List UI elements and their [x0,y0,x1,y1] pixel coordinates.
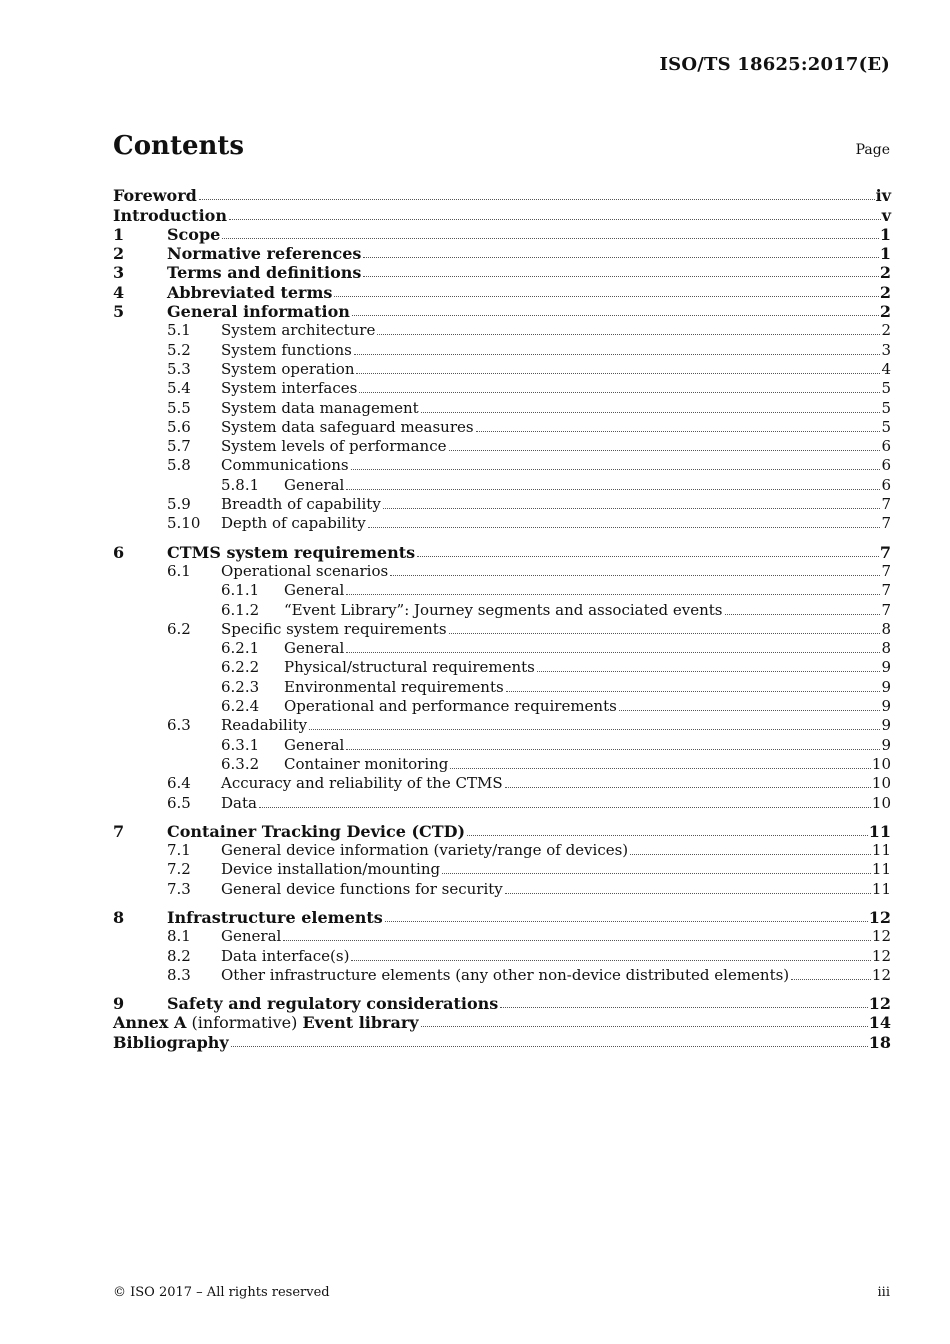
toc-entry-page: 12 [871,927,891,946]
toc-entry[interactable] [113,1012,891,1031]
toc-entry-page: 6 [881,475,891,494]
toc-entry[interactable] [113,580,891,599]
toc-entry[interactable] [113,821,891,840]
toc-entry-title: General [221,927,282,946]
toc-entry-page: 7 [879,542,891,562]
toc-entry-page: 11 [868,821,891,841]
toc-entry[interactable] [113,397,891,416]
toc-entry[interactable] [113,561,891,580]
toc-entry-title: Terms and definitions [167,263,362,283]
toc-entry-page: 11 [871,841,891,860]
toc-entry-number: 5.9 [167,495,191,514]
toc-entry-title: Introduction [113,205,227,225]
toc-entry-number: 1 [113,224,125,244]
toc-entry[interactable] [113,965,891,984]
toc-entry-number: 6.3.1 [221,735,260,754]
toc-entry-title: Data interface(s) [221,946,350,965]
toc-entry-title: General information [167,302,350,322]
toc-entry-page: 12 [871,965,891,984]
toc-entry[interactable] [113,907,891,926]
toc-entry-title: Environmental requirements [284,677,504,696]
toc-entry-number: 2 [113,244,125,264]
toc-dot-leader [354,354,881,355]
toc-entry-title: Container monitoring [284,754,449,773]
toc-entry-number: 6.3 [167,716,191,735]
toc-entry[interactable] [113,993,891,1012]
toc-entry-title: System architecture [221,321,376,340]
toc-entry-page: 1 [879,224,891,244]
toc-entry-page: 2 [881,321,891,340]
toc-entry-page: 7 [881,581,891,600]
toc-entry[interactable] [113,638,891,657]
toc-entry-number: 5 [113,302,125,322]
toc-entry-title: System levels of performance [221,437,447,456]
toc-entry[interactable] [113,859,891,878]
toc-entry-title: System functions [221,340,352,359]
toc-entry[interactable] [113,619,891,638]
toc-entry-page: 3 [881,340,891,359]
toc-entry-page: 7 [881,495,891,514]
toc-entry-page: 5 [881,379,891,398]
toc-entry-number: 6.1.1 [221,581,260,600]
toc-entry-title: Scope [167,224,221,244]
toc-entry[interactable] [113,599,891,618]
toc-entry-title: Depth of capability [221,514,366,533]
toc-dot-leader [359,392,880,393]
toc-entry-number: 6.2.4 [221,697,260,716]
toc-entry[interactable] [113,657,891,676]
toc-entry[interactable] [113,204,891,223]
toc-entry-page: 8 [881,639,891,658]
toc-dot-leader [351,469,881,470]
toc-entry[interactable] [113,676,891,695]
toc-entry-page: 9 [881,697,891,716]
toc-entry-title: Safety and regulatory considerations [167,994,499,1014]
toc-entry-page: 5 [881,417,891,436]
toc-entry-title: System data safeguard measures [221,417,474,436]
toc-entry-title: Physical/structural requirements [284,658,535,677]
toc-entry-page: 9 [881,716,891,735]
toc-entry-number: 6.2 [167,619,191,638]
toc-dot-leader [356,373,880,374]
toc-dot-leader [791,979,871,980]
toc-dot-leader [231,1046,868,1047]
toc-entry[interactable] [113,754,891,773]
toc-entry-title: System operation [221,359,355,378]
toc-entry[interactable] [113,773,891,792]
toc-entry-title-note: (informative) [186,1013,303,1033]
toc-entry-title: Data [221,793,257,812]
toc-entry-number: 7.1 [167,841,191,860]
toc-entry-title: General [284,735,345,754]
toc-dot-leader [725,614,881,615]
toc-entry-page: 5 [881,398,891,417]
footer-copyright: © ISO 2017 – All rights reserved [113,1285,330,1300]
toc-entry-number: 5.4 [167,379,191,398]
toc-entry-title: CTMS system requirements [167,542,416,562]
toc-entry-title: Readability [221,716,308,735]
toc-dot-leader [630,854,871,855]
toc-entry-title: General device information (variety/range of devices) [221,841,629,860]
toc-entry-page: 2 [879,302,891,322]
toc-dot-leader [450,768,870,769]
toc-entry-title: General [284,475,345,494]
toc-entry[interactable] [113,792,891,811]
toc-entry-number: 4 [113,282,125,302]
toc-entry[interactable] [113,417,891,436]
toc-entry-page: 11 [871,860,891,879]
toc-entry-page: 2 [879,263,891,283]
toc-entry-number: 5.8.1 [221,475,260,494]
toc-entry[interactable] [113,243,891,262]
toc-dot-leader [537,671,881,672]
toc-entry[interactable] [113,840,891,859]
toc-entry-page: 9 [881,735,891,754]
toc-dot-leader [229,219,881,220]
toc-entry[interactable] [113,1031,891,1050]
toc-entry-page: 9 [881,658,891,677]
toc-entry-page: iv [875,186,891,206]
toc-entry[interactable] [113,185,891,204]
toc-entry-title: Communications [221,456,349,475]
toc-entry-number: 8 [113,907,125,927]
toc-entry-number: 7 [113,821,125,841]
toc-dot-leader [449,633,881,634]
toc-dot-leader [417,556,879,557]
toc-entry[interactable] [113,926,891,945]
toc-entry-page: 12 [871,946,891,965]
toc-dot-leader [467,835,868,836]
toc-entry-title: Normative references [167,244,362,264]
toc-entry[interactable] [113,494,891,513]
toc-dot-leader [346,749,880,750]
toc-dot-leader [222,238,879,239]
toc-entry-title: Operational scenarios [221,561,389,580]
toc-entry-title: Infrastructure elements [167,907,383,927]
toc-entry-title: Abbreviated terms [167,282,333,302]
toc-entry-title: Accuracy and reliability of the CTMS [221,774,503,793]
toc-dot-leader [363,257,878,258]
toc-entry-title-tail: Event library [302,1013,419,1033]
toc-entry-number: 5.7 [167,437,191,456]
toc-entry-title: System interfaces [221,379,358,398]
toc-entry-page: 7 [881,561,891,580]
toc-entry-title: Specific system requirements [221,619,447,638]
toc-entry-title: General [284,581,345,600]
toc-dot-leader [377,334,880,335]
toc-entry-number: 6.2.1 [221,639,260,658]
toc-entry[interactable] [113,224,891,243]
toc-entry-title: General device functions for security [221,879,503,898]
toc-dot-leader [442,873,871,874]
toc-entry-number: 6.1 [167,561,191,580]
toc-dot-leader [385,921,868,922]
toc-entry-title: Breadth of capability [221,495,381,514]
toc-entry-number: 6.2.3 [221,677,260,696]
toc-entry[interactable] [113,320,891,339]
toc-entry-number: 8.2 [167,946,191,965]
toc-entry-number: 8.1 [167,927,191,946]
table-of-contents [113,185,891,1051]
toc-entry[interactable] [113,455,891,474]
toc-entry-page: 7 [881,600,891,619]
toc-dot-leader [421,412,881,413]
toc-entry-number: 6 [113,542,125,562]
toc-entry-number: 5.5 [167,398,191,417]
toc-entry[interactable] [113,281,891,300]
toc-entry-page: 12 [868,907,891,927]
toc-entry-page: 2 [879,282,891,302]
toc-dot-leader [619,710,881,711]
toc-dot-leader [309,729,880,730]
toc-dot-leader [346,594,880,595]
toc-entry-title: Foreword [113,186,197,206]
toc-entry-page: 18 [868,1032,891,1052]
toc-entry-number: 5.3 [167,359,191,378]
toc-entry-page: 6 [881,437,891,456]
toc-entry-page: 11 [871,879,891,898]
toc-entry[interactable] [113,339,891,358]
toc-entry-title: General [284,639,345,658]
toc-dot-leader [363,276,878,277]
toc-entry-title: Operational and performance requirements [284,697,617,716]
toc-entry-number: 6.4 [167,774,191,793]
toc-entry-page: v [881,205,891,225]
toc-entry-title: System data management [221,398,419,417]
toc-entry-page: 9 [881,677,891,696]
toc-entry[interactable] [113,945,891,964]
toc-entry-page: 8 [881,619,891,638]
toc-entry-number: 6.3.2 [221,754,260,773]
toc-dot-leader [368,527,881,528]
toc-dot-leader [383,508,881,509]
toc-entry-title: Bibliography [113,1032,229,1052]
toc-entry-page: 7 [881,514,891,533]
toc-dot-leader [352,315,879,316]
toc-dot-leader [259,807,871,808]
toc-dot-leader [449,450,881,451]
toc-entry-number: 5.2 [167,340,191,359]
toc-entry-title: Other infrastructure elements (any other non-device distributed elements) [221,965,790,984]
toc-entry[interactable] [113,359,891,378]
toc-entry-number: 6.1.2 [221,600,260,619]
toc-entry-title: Device installation/mounting [221,860,441,879]
toc-entry-page: 12 [868,994,891,1014]
toc-dot-leader [476,431,881,432]
toc-dot-leader [506,691,881,692]
toc-dot-leader [199,199,875,200]
toc-dot-leader [500,1007,867,1008]
toc-dot-leader [346,652,880,653]
toc-entry[interactable] [113,378,891,397]
page-column-label: Page [855,142,890,158]
toc-entry-number: 7.3 [167,879,191,898]
toc-entry[interactable] [113,878,891,897]
toc-dot-leader [334,296,878,297]
toc-entry[interactable] [113,541,891,560]
toc-entry[interactable] [113,734,891,753]
toc-entry[interactable] [113,696,891,715]
toc-entry-number: 5.8 [167,456,191,475]
toc-dot-leader [505,787,871,788]
toc-entry-page: 10 [871,774,891,793]
toc-dot-leader [421,1026,868,1027]
toc-entry-page: 14 [868,1013,891,1033]
toc-entry-title: Container Tracking Device (CTD) [167,821,466,841]
toc-dot-leader [351,960,870,961]
toc-entry-number: 9 [113,994,125,1014]
toc-entry-page: 10 [871,754,891,773]
toc-entry-number: 5.10 [167,514,201,533]
toc-entry[interactable] [113,513,891,532]
toc-entry-page: 10 [871,793,891,812]
toc-entry-number: 7.2 [167,860,191,879]
toc-entry-title: “Event Library”: Journey segments and associated events [284,600,723,619]
toc-entry-page: 1 [879,244,891,264]
toc-entry-page: 6 [881,456,891,475]
toc-entry-number: 5.1 [167,321,191,340]
contents-heading: Contents [113,131,245,161]
toc-entry-page: 4 [881,359,891,378]
toc-entry-number: 5.6 [167,417,191,436]
toc-entry-title-lead: Annex A [113,1013,187,1033]
toc-entry[interactable] [113,474,891,493]
toc-entry-number: 3 [113,263,125,283]
toc-entry-title [113,1014,419,1031]
toc-dot-leader [390,575,880,576]
footer-page-number: iii [877,1285,890,1300]
document-id: ISO/TS 18625:2017(E) [659,54,890,75]
toc-entry[interactable] [113,301,891,320]
toc-entry-number: 6.5 [167,793,191,812]
toc-entry[interactable] [113,436,891,455]
toc-dot-leader [505,893,871,894]
toc-entry[interactable] [113,262,891,281]
toc-dot-leader [283,940,871,941]
toc-entry-number: 8.3 [167,965,191,984]
toc-entry[interactable] [113,715,891,734]
toc-dot-leader [346,489,880,490]
toc-entry-number: 6.2.2 [221,658,260,677]
